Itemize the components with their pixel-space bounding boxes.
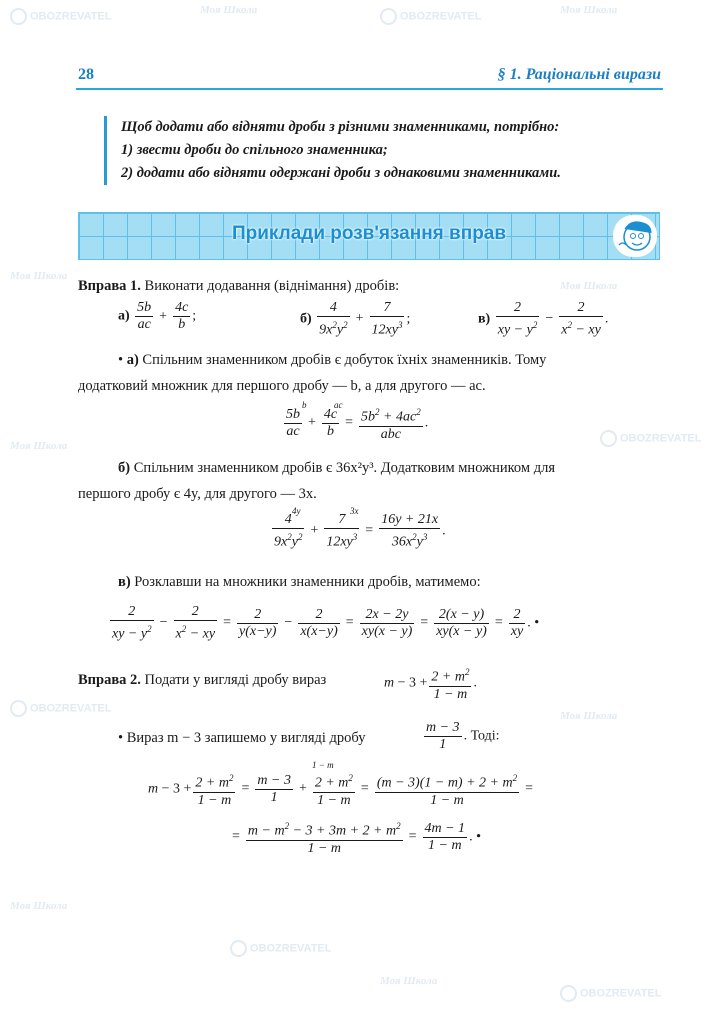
watermark-logo-icon — [380, 8, 397, 25]
examples-banner — [78, 212, 660, 260]
header-divider — [76, 88, 663, 90]
watermark: Моя Школа — [10, 900, 68, 912]
mascot-icon — [613, 215, 657, 257]
solution-b-formula: $\frac{4}{9x^2y^2}$ + $\frac{7}{12xy^3}$ = $\frac{16y + 21x}{36x^2y^3}$ . 4y 3x — [274, 506, 446, 550]
rule-line: 2) додати або відняти одержані дроби з однаковими знаменниками. — [121, 165, 561, 181]
watermark: OBOZREVATEL — [560, 985, 661, 1002]
watermark: Моя Школа — [560, 710, 618, 722]
exercise-2-task: Подати у вигляді дробу вираз — [144, 672, 327, 688]
exercise-1v: в) $\frac{2}{xy - y^2}$ − $\frac{2}{x^2 - xy}$ . — [478, 300, 609, 338]
watermark: OBOZREVATEL — [10, 8, 111, 25]
watermark-logo-icon — [560, 985, 577, 1002]
solution-label: а) — [126, 352, 139, 368]
watermark-logo-icon — [10, 8, 27, 25]
exercise-1b: б) $\frac{4}{9x^2y^2}$ + $\frac{7}{12xy^3}$ ; — [300, 300, 411, 338]
solution-then: Тоді: — [470, 728, 500, 744]
solution-label: в) — [118, 574, 131, 590]
watermark-logo-icon — [10, 700, 27, 717]
watermark: Моя Школа — [380, 975, 438, 987]
exercise-2-statement — [78, 670, 326, 690]
exercise-1a: а) $\frac{5b}{ac}$ + $\frac{4c}{b}$ ; — [118, 300, 197, 332]
item-label: б) — [300, 311, 312, 327]
solution-text: Вираз m − 3 запишемо у вигляді дробу — [126, 730, 366, 746]
watermark: OBOZREVATEL — [230, 940, 331, 957]
watermark: OBOZREVATEL — [10, 700, 111, 717]
exercise-1-task: Виконати додавання (віднімання) дробів: — [144, 278, 400, 294]
watermark: OBOZREVATEL — [600, 430, 701, 447]
watermark-logo-icon — [600, 430, 617, 447]
exercise-2-solution-text: • Вираз m − 3 запишемо у вигляді дробу — [118, 730, 366, 746]
exercise-2-expression: m − 3 + $\frac{2 + m^2}{1 - m}$ . — [384, 667, 477, 702]
exercise-2-formula-line2: = $\frac{m - m^2 - 3 + 3m + 2 + m^2}{1 - m}$ = $\frac{4m - 1}{1 - m}$ . • — [232, 820, 481, 856]
solution-text: Розклавши на множники знаменники дробів, матимемо: — [134, 574, 481, 590]
exercise-2-formula-line1: m − 3 + $\frac{2 + m^2}{1 - m}$ = $\frac{m - 3}{1}$ + $\frac{2 + m^2}{1 - m}$ = $\frac{(m - 3)(1 - m) + 2 + m^2}{1 - m}$ = 1 − m — [148, 760, 534, 808]
banner-title: Приклади розв'язання вправ — [231, 223, 507, 244]
item-label: в) — [478, 311, 491, 327]
watermark: Моя Школа — [10, 270, 68, 282]
solution-label: б) — [118, 460, 131, 476]
watermark: Моя Школа — [200, 4, 258, 16]
watermark: Моя Школа — [560, 4, 618, 16]
section-title: § 1. Раціональні вирази — [497, 66, 661, 83]
solution-a-text: додатковий множник для першого дробу — b, а для другого — ac. — [78, 378, 486, 394]
solution-text: Спільним знаменником дробів є 36x²y³. Додатковим множником для — [133, 460, 555, 476]
solution-b-text: першого дробу є 4y, для другого — 3x. — [78, 486, 317, 502]
solution-v-text — [118, 572, 481, 592]
exercise-2-fraction: $\frac{m - 3}{1}$ . Тоді: — [426, 720, 500, 752]
solution-a-formula: $\frac{5b}{ac}$ + $\frac{4c}{b}$ = $\frac{5b^2 + 4ac^2}{\text{abc}}$ . b ac — [286, 400, 429, 442]
solution-a-text: • а) Спільним знаменником дробів є добуток їхніх знаменників. Тому — [118, 352, 547, 368]
watermark: Моя Школа — [560, 280, 618, 292]
watermark-logo-icon — [230, 940, 247, 957]
item-label: а) — [118, 308, 130, 324]
exercise-2-label: Вправа 2. — [78, 672, 141, 688]
rule-line: 1) звести дроби до спільного знаменника; — [121, 142, 388, 158]
exercise-1-statement — [78, 276, 399, 296]
exercise-1-label: Вправа 1. — [78, 278, 141, 294]
solution-text: Спільним знаменником дробів є добуток їхніх знаменників. Тому — [142, 352, 547, 368]
rule-line: Щоб додати або відняти дроби з різними знаменниками, потрібно: — [121, 119, 560, 135]
watermark: Моя Школа — [10, 440, 68, 452]
watermark: OBOZREVATEL — [380, 8, 481, 25]
rule-callout — [104, 116, 691, 185]
solution-b-text — [118, 458, 555, 478]
solution-v-formula: $\frac{2}{xy - y^2}$ − $\frac{2}{x^2 - xy}$ = $\frac{2}{y(x-y)}$ − $\frac{2}{x(x-y)}$ = $\frac{2x - 2y}{xy(x - y)}$ = $\frac{2(x - y)}{xy(x - y)}$ = $\frac{2}{xy}$ . • — [112, 604, 540, 642]
page-number: 28 — [78, 66, 94, 83]
